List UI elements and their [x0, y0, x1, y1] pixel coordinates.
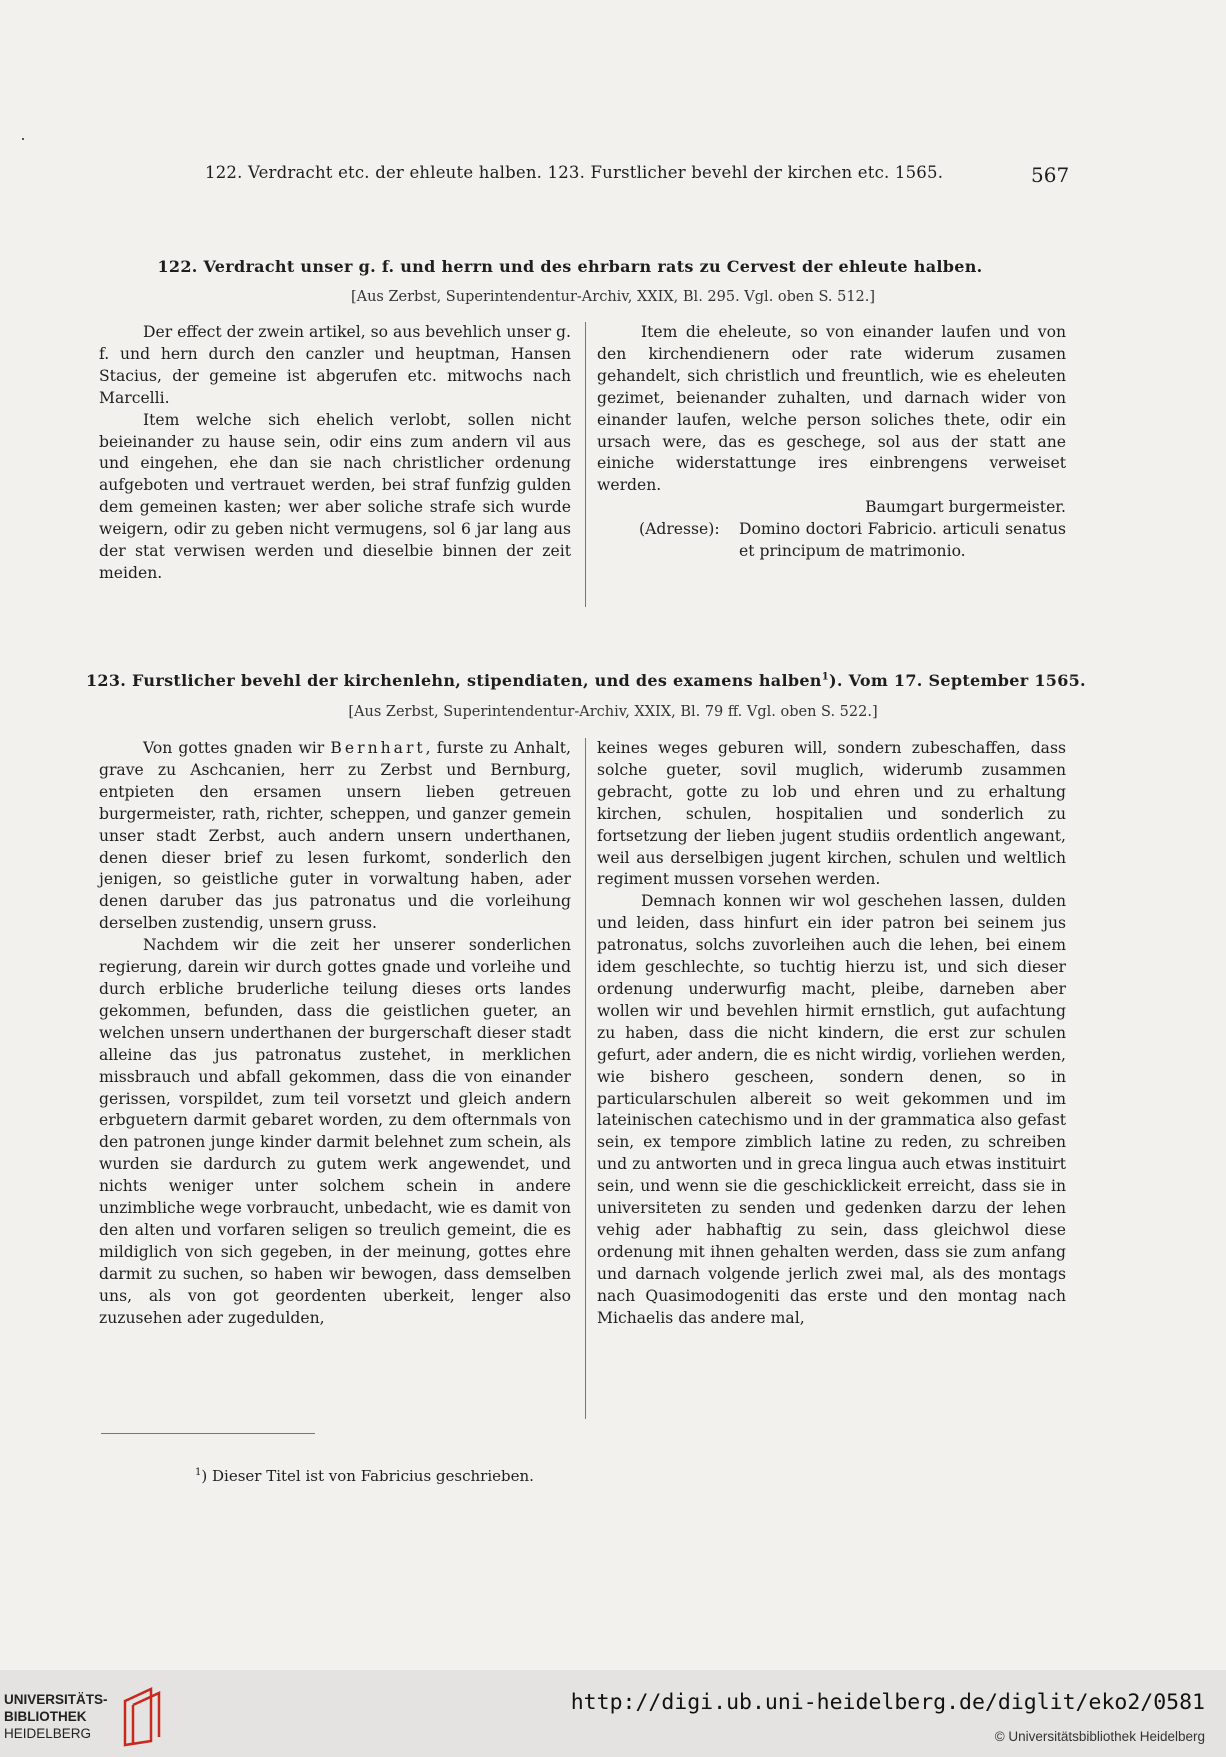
logo-line-3: HEIDELBERG	[4, 1726, 92, 1741]
section-123-title-date: ). Vom 17. September 1565.	[829, 671, 1086, 690]
section-122-source: [Aus Zerbst, Superintendentur-Archiv, XXIX, Bl. 295. Vgl. oben S. 512.]	[350, 289, 876, 305]
address-block	[597, 519, 1066, 563]
section-123-left-column	[99, 738, 571, 1329]
section-122-left-paragraph-1: Der effect der zwein artikel, so aus bevehlich unser g. f. und hern durch den canzler und heuptman, Hansen Stacius, der gemeine ist abgerufen etc. mitwochs nach Marcelli.	[99, 323, 571, 407]
signature: Baumgart burgermeister.	[865, 498, 1066, 517]
section-122-left-paragraph-2: Item welche sich ehelich verlobt, sollen nicht beieinander zu hause sein, odir eins zum andern vil aus und eingehen, ehe dan sie nach christlicher ordenung aufgeboten und vertrauet werden, bei straf funfzig gulden dem gemeinen kasten; wer aber soliche strafe sich wurde weigern, odir zu geben nicht vermugens, sol 6 jar lang aus der stat verwisen werden und dieselbie binnen der zeit meiden.	[99, 410, 571, 582]
page-number: 567	[1031, 163, 1070, 187]
section-123-source: [Aus Zerbst, Superintendentur-Archiv, XXIX, Bl. 79 ff. Vgl. oben S. 522.]	[348, 704, 878, 720]
footnote-ref: 1	[821, 671, 829, 683]
column-divider-122	[585, 322, 586, 607]
section-122-left-column	[99, 322, 571, 585]
section-123-right-paragraph-1: keines weges geburen will, sondern zubeschaffen, dass solche gueter, sovil muglich, widerumb zusammen gebracht, gotte zu lob und ehren und zu erhaltung kirchen, schulen, hospitalien und sonderlich zu fortsetzung der lieben jugent studiis ordentlich angewant, weil aus derselbigen jugent kirchen, schulen und weltlich regiment mussen vorsehen werden.	[597, 739, 1066, 889]
prince-name: Bernhart	[330, 739, 426, 757]
library-logo[interactable]	[4, 1691, 108, 1742]
left-p1-start: Von gottes gnaden wir	[143, 739, 331, 757]
column-divider-123	[585, 738, 586, 1419]
footnote-text: ) Dieser Titel ist von Fabricius geschrieben.	[201, 1467, 534, 1485]
logo-line-1: UNIVERSITÄTS-	[4, 1692, 108, 1707]
copyright-notice: © Universitätsbibliothek Heidelberg	[994, 1729, 1205, 1744]
section-123-right-paragraph-2: Demnach konnen wir wol geschehen lassen, dulden und leiden, dass hinfurt ein ider patron bei seinem jus patronatus, solchs zuvorleihen auch die lehen, bei einem idem geschlechte, so tuchtig hierzu ist, und sich dieser ordenung underwurfig macht, pleibe, darneben aber wollen wir und bevehlen hirmit ernstlich, gut aufachtung zu haben, dass die nicht kindern, die erst zur schulen gefurt, ader andern, die es nicht wirdig, vorliehen werden, wie bishero gescheen, sondern denen, so in particularschulen albereit so weit gekommen und im lateinischen catechismo und in der grammatica also gefast sein, ex tempore zimblich latine zu reden, zu schreiben und zu antworten und in greca lingua auch etwas instituirt sein, und wenn sie die geschicklickeit erreicht, dass sie in universiteten zu senden und gedenken darzu der lehen vehig ader habhaftig zu sein, dass gleichwol diese ordenung mit ihnen gehalten werden, dass sie zum anfang und darnach volgende jerlich zwei mal, als des montags nach Quasimodogeniti das erste und den montag nach Michaelis das andere mal,	[597, 892, 1066, 1327]
logo-emblem-icon	[119, 1687, 167, 1747]
left-p1-rest: , furste zu Anhalt, grave zu Aschcanien, herr zu Zerbst und Bernburg, entpieten den ersamen unsern lieben getreuen burgermeister, rath, richter, scheppen, und ganzer gemein unser stadt Zerbst, auch andern unsern underthanen, denen dieser brief zu lesen furkomt, sonderlich den jenigen, so geistliche guter in vorwaltung haben, ader denen daruber das jus patronatus und die vorleihung derselben zustendig, unsern gruss.	[99, 739, 571, 933]
footnote-mark: 1	[195, 1467, 202, 1478]
section-123-right-column	[597, 738, 1066, 1329]
section-123-title	[86, 671, 1086, 690]
footnote	[195, 1467, 534, 1485]
section-123-left-paragraph-1	[99, 738, 571, 935]
permalink-url[interactable]: http://digi.ub.uni-heidelberg.de/diglit/eko2/0581	[570, 1690, 1205, 1715]
section-123-title-text: 123. Furstlicher bevehl der kirchenlehn, stipendiaten, und des examens halben	[86, 671, 822, 690]
footnote-rule	[101, 1433, 315, 1434]
section-122-right-column	[597, 322, 1066, 563]
section-122-title: 122. Verdracht unser g. f. und herrn und des ehrbarn rats zu Cervest der ehleute halben.	[157, 257, 983, 276]
section-123-left-paragraph-2: Nachdem wir die zeit her unserer sonderlichen regierung, darein wir durch gottes gnade und vorleihe und durch erbliche bruderliche teilung dieses orts landes gekommen, befunden, dass die geistlichen gueter, an welchen unsern underthanen der burgerschaft dieser stadt alleine das jus patronatus zustehet, in merklichen missbrauch und abfall gekommen, dass die von einander gerissen, vorspildet, zum teil vorsetzt und gleich andern erbguetern darmit gebaret worden, zu dem ofternmals von den patronen junge kinder darmit belehnet zum schein, als wurden sie dardurch zu gutem werk angewendet, und nichts weniger unter solchem schein in andere unzimbliche wege vorbraucht, unbedacht, wie es damit von den alten und vorfaren seligen so treulich gemeint, die es mildiglich von sich gegeben, in der meinung, gottes ehre darmit zu suchen, so haben wir bewogen, dass demselben uns, als von got geordenten uberkeit, lenger also zuzusehen ader zugedulden,	[99, 936, 571, 1327]
footer-bar	[0, 1670, 1226, 1757]
section-122-right-paragraph: Item die eheleute, so von einander laufen und von den kirchendienern oder rate widerum zusamen gehandelt, sich christlich und freuntlich, wie es eheleuten gezimet, beienander zuhalten, und darnach wider von einander laufen, welche person soliches thete, odir ein ursach were, das es geschege, sol aus der statt ane einiche widerstattunge ires einbrengens verweiset werden.	[597, 323, 1066, 495]
running-head-title: 122. Verdracht etc. der ehleute halben. 123. Furstlicher bevehl der kirchen etc. 1565.	[205, 163, 944, 182]
address-label: (Adresse):	[639, 520, 720, 539]
address-text: Domino doctori Fabricio. articuli senatus et principum de matrimonio.	[739, 520, 1066, 561]
margin-speck	[22, 138, 24, 140]
logo-line-2: BIBLIOTHEK	[4, 1709, 87, 1724]
